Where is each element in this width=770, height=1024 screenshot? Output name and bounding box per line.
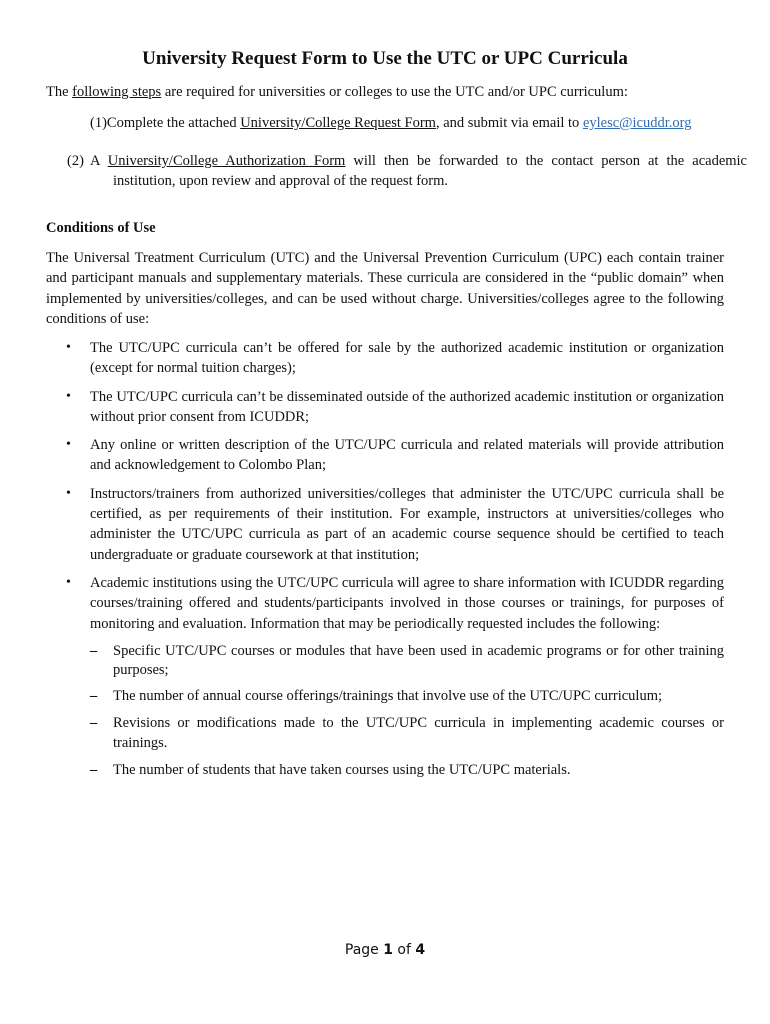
page-title: University Request Form to Use the UTC or UPC Curricula xyxy=(142,48,628,69)
sub-list-item xyxy=(46,761,724,781)
step-2-after: will then be forwarded to the contact person at the academic institution, upon review and approval of the request form. xyxy=(113,153,747,189)
page-word: Page xyxy=(344,942,384,958)
sub-list-item xyxy=(46,714,724,753)
conditions-paragraph: The Universal Treatment Curriculum (UTC) and the Universal Prevention Curriculum (UPC) each contain trainer and participant manuals and supplementary materials. These curricula are considered in the “public domain” when implemented by universities/colleges, and can be used without charge. Universities/colleges agree to the following conditions of use: xyxy=(46,250,724,327)
intro-line xyxy=(46,84,726,101)
conditions-heading: Conditions of Use xyxy=(46,220,156,236)
bullet-text: Academic institutions using the UTC/UPC curricula will agree to share information with ICUDDR regarding courses/training offered and students/participants involved in those courses or trainings, for purposes of monitoring and evaluation. Information that may be periodically requested includes the following: xyxy=(90,574,724,632)
bullet-icon: • xyxy=(66,340,71,355)
step-1 xyxy=(90,114,724,134)
bullet-text: Instructors/trainers from authorized universities/colleges that administer the UTC/UPC curricula shall be certified, as per requirements of their institution. For example, instructors at universities/colleges who administer the UTC/UPC curricula as part of an academic course sequence should be certified to teach undergraduate or graduate coursework at that institution; xyxy=(90,485,724,563)
step-1-before: Complete the attached xyxy=(106,115,241,131)
current-page-number: 1 xyxy=(383,942,393,958)
bullet-icon: • xyxy=(66,485,71,501)
list-item xyxy=(46,573,724,634)
dash-icon: – xyxy=(90,715,98,732)
list-item xyxy=(46,435,724,476)
list-item xyxy=(46,484,724,565)
page-footer xyxy=(0,942,770,958)
conditions-list xyxy=(46,338,724,781)
total-page-number: 4 xyxy=(415,942,426,958)
sub-item-text: The number of students that have taken courses using the UTC/UPC materials. xyxy=(113,762,571,779)
email-link[interactable]: eylesc@icuddr.org xyxy=(582,115,692,131)
bullet-text: The UTC/UPC curricula can’t be disseminated outside of the authorized academic institution or organization without prior consent from ICUDDR; xyxy=(90,388,724,425)
request-form-reference: University/College Request Form xyxy=(240,115,436,131)
list-item xyxy=(46,338,724,379)
intro-after: are required for universities or colleges to use the UTC and/or UPC curriculum: xyxy=(161,84,628,100)
dash-icon: – xyxy=(90,642,98,659)
bullet-icon: • xyxy=(66,388,71,404)
step-2-before: A xyxy=(90,153,108,169)
step-2: (2)A University/College Authorization Form will then be forwarded to the contact person at the academic institution, upon review and approval of the request form. xyxy=(67,153,747,189)
step-1-number: (1) xyxy=(90,115,107,131)
bullet-icon: • xyxy=(66,437,71,453)
bullet-text: Any online or written description of the UTC/UPC curricula and related materials will provide attribution and acknowledgement to Colombo Plan; xyxy=(90,437,724,474)
bullet-text: The UTC/UPC curricula can’t be offered for sale by the authorized academic institution or organization (except for normal tuition charges); xyxy=(90,340,724,377)
following-steps-text: following steps xyxy=(72,84,162,100)
of-word: of xyxy=(392,942,416,958)
list-item xyxy=(46,387,724,428)
sub-item-text: Specific UTC/UPC courses or modules that have been used in academic programs or for other training purposes; xyxy=(113,642,724,679)
dash-icon: – xyxy=(90,762,98,779)
sub-list-item xyxy=(46,687,724,707)
sub-item-text: Revisions or modifications made to the UTC/UPC curricula in implementing academic courses or trainings. xyxy=(113,715,724,751)
dash-icon: – xyxy=(90,687,98,704)
authorization-form-reference: University/College Authorization Form xyxy=(107,153,346,169)
sub-list-item xyxy=(46,642,724,681)
intro-before: The xyxy=(46,84,73,100)
sub-item-text: The number of annual course offerings/trainings that involve use of the UTC/UPC curriculum; xyxy=(113,687,662,704)
step-1-middle: , and submit via email to xyxy=(435,115,583,131)
bullet-icon: • xyxy=(66,574,71,590)
